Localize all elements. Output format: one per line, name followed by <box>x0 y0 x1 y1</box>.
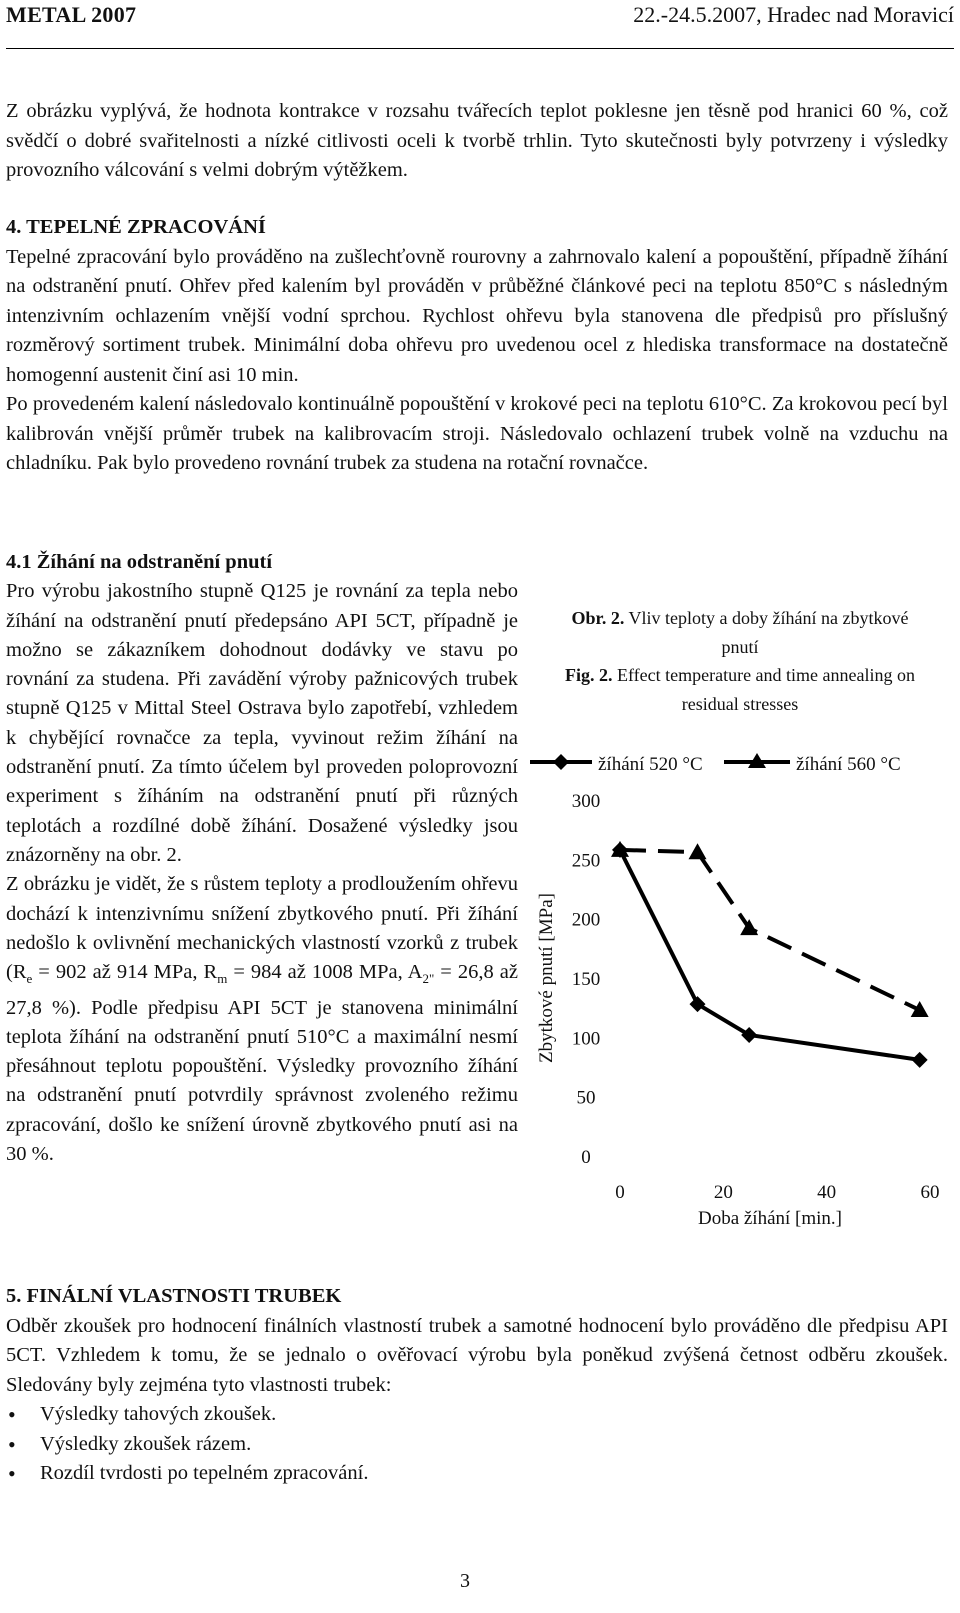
y-tick-label: 200 <box>571 909 601 931</box>
y-tick-label: 300 <box>571 791 601 812</box>
x-tick-label: 40 <box>817 1182 837 1203</box>
figure-caption <box>555 604 925 718</box>
properties-list <box>6 1400 948 1489</box>
y-tick-label: 100 <box>571 1028 601 1050</box>
intro-block <box>6 97 948 186</box>
section-5-heading: 5. FINÁLNÍ VLASTNOSTI TRUBEK <box>6 1285 342 1307</box>
section-4-paragraph-2: Po provedeném kalení následovalo kontinuálně popouštění v krokové peci na teplotu 610°C. Za krokovou pecí byl kalibrován vnější průměr trubek na kalibrovacím stroji. Následovalo ochlazení trubek volně na vzduchu na chladníku. Pak bylo provedeno rovnání trubek za studena na rotační rovnačce. <box>6 393 948 474</box>
header-rule <box>6 48 954 49</box>
legend-marker-520 <box>553 754 569 770</box>
section-5-paragraph-1: Odběr zkoušek pro hodnocení finálních vlastností trubek a samotné hodnocení bylo prováděno dle předpisu API 5CT. Vzhledem k tomu, že se jednalo o ověřovací výrobu byla poněkud zvýšená četnost odběru zkoušek. Sledovány byly zejména tyto vlastnosti trubek: <box>6 1314 948 1396</box>
residual-stress-chart <box>528 748 948 1248</box>
y-tick-label: 50 <box>576 1087 596 1109</box>
y-tick-label: 150 <box>571 969 601 990</box>
data-point-560 <box>689 843 707 859</box>
data-point-520 <box>912 1052 928 1068</box>
page-number: 3 <box>460 1570 470 1592</box>
y-tick-label: 0 <box>581 1147 591 1168</box>
list-item: • Rozdíl tvrdosti po tepelném zpracování. <box>6 1459 948 1489</box>
conference-date-place: 22.-24.5.2007, Hradec nad Moravicí <box>633 2 954 27</box>
x-axis-label: Doba žíhání [min.] <box>697 1208 843 1229</box>
series-line-520 <box>620 850 920 1060</box>
caption-en: Fig. 2. Effect temperature and time annealing on residual stresses <box>564 665 916 714</box>
y-tick-label: 250 <box>571 850 601 872</box>
caption-cz: Obr. 2. Vliv teploty a doby žíhání na zbytkové pnutí <box>571 608 909 657</box>
section-4-1-heading: 4.1 Žíhání na odstranění pnutí <box>6 551 273 573</box>
page-header <box>0 0 960 52</box>
section-4 <box>6 213 948 479</box>
x-tick-label: 0 <box>615 1182 625 1203</box>
x-tick-label: 60 <box>920 1182 940 1203</box>
x-tick-label: 20 <box>713 1182 733 1203</box>
section-4-1-paragraph-1: Pro výrobu jakostního stupně Q125 je rovnání za tepla nebo žíhání na odstranění pnutí předepsáno API 5CT, případně je možno se zákazníkem dohodnout dodávky ve stavu po rovnání za studena. Při zavádění výroby pažnicových trubek stupně Q125 v Mittal Steel Ostrava bylo zapotřebí, vzhledem k chybějící rovnačce za tepla, vyvinout režim žíhání na odstranění pnutí. Za tímto účelem byl proveden poloprovozní experiment s žíháním na odstranění pnutí při různých teplotách a rozdílné době žíhání. Dosažené výsledky jsou znázorněny na obr. 2. <box>6 580 518 866</box>
section-4-1 <box>6 548 518 1169</box>
section-4-paragraph-1: Tepelné zpracování bylo prováděno na zušlechťovně rourovny a zahrnovalo kalení a popouštění, případně žíhání na odstranění pnutí. Ohřev před kalením byl prováděn v průběžné článkové peci na teplotu 850°C s následným intenzivním ochlazením vnější vodní sprchou. Rychlost ohřevu byla stanovena dle předpisů pro příslušný rozměrový sortiment trubek. Minimální doba ohřevu pro uvedenou ocel z hlediska transformace na dostatečně homogenní austenit činí asi 10 min. <box>6 245 948 386</box>
section-5 <box>6 1282 948 1489</box>
section-4-1-paragraph-2: Z obrázku je vidět, že s růstem teploty a prodloužením ohřevu dochází k intenzivnímu snížení zbytkového pnutí. Při žíhání nedošlo k ovlivnění mechanických vlastností vzorků z trubek ($R_e = 902$ až 914 MPa, $R_m = 984$ až 1008 MPa, $A_{2"} = 26,8$ až 27,8 %). Podle předpisu API 5CT je stanovena minimální teplota žíhání na odstranění pnutí 510°C a maximální nesmí přesáhnout teplotu popouštění. Výsledky provozního žíhání na odstranění pnutí potvrdily správnost zvoleného režimu zpracování, došlo ke snížení úrovně zbytkového pnutí asi na 30 %. <box>6 873 518 1166</box>
conference-title: METAL 2007 <box>6 2 137 27</box>
list-item: • Výsledky tahových zkoušek. <box>6 1400 948 1430</box>
legend-label-520: žíhání 520 °C <box>598 754 703 775</box>
series-line-560 <box>620 850 920 1010</box>
legend-label-560: žíhání 560 °C <box>796 754 901 775</box>
intro-paragraph: Z obrázku vyplývá, že hodnota kontrakce v rozsahu tvářecích teplot poklesne jen těsně pod hranici 60 %, což svědčí o dobré svařitelnosti a nízké citlivosti oceli k tvorbě trhlin. Tyto skutečnosti byly potvrzeny i výsledky provozního válcování s velmi dobrým výtěžkem. <box>6 100 948 181</box>
y-axis-label: Zbytkové pnutí [MPa] <box>536 893 557 1063</box>
section-4-heading: 4. TEPELNÉ ZPRACOVÁNÍ <box>6 216 266 238</box>
list-item: • Výsledky zkoušek rázem. <box>6 1430 948 1460</box>
